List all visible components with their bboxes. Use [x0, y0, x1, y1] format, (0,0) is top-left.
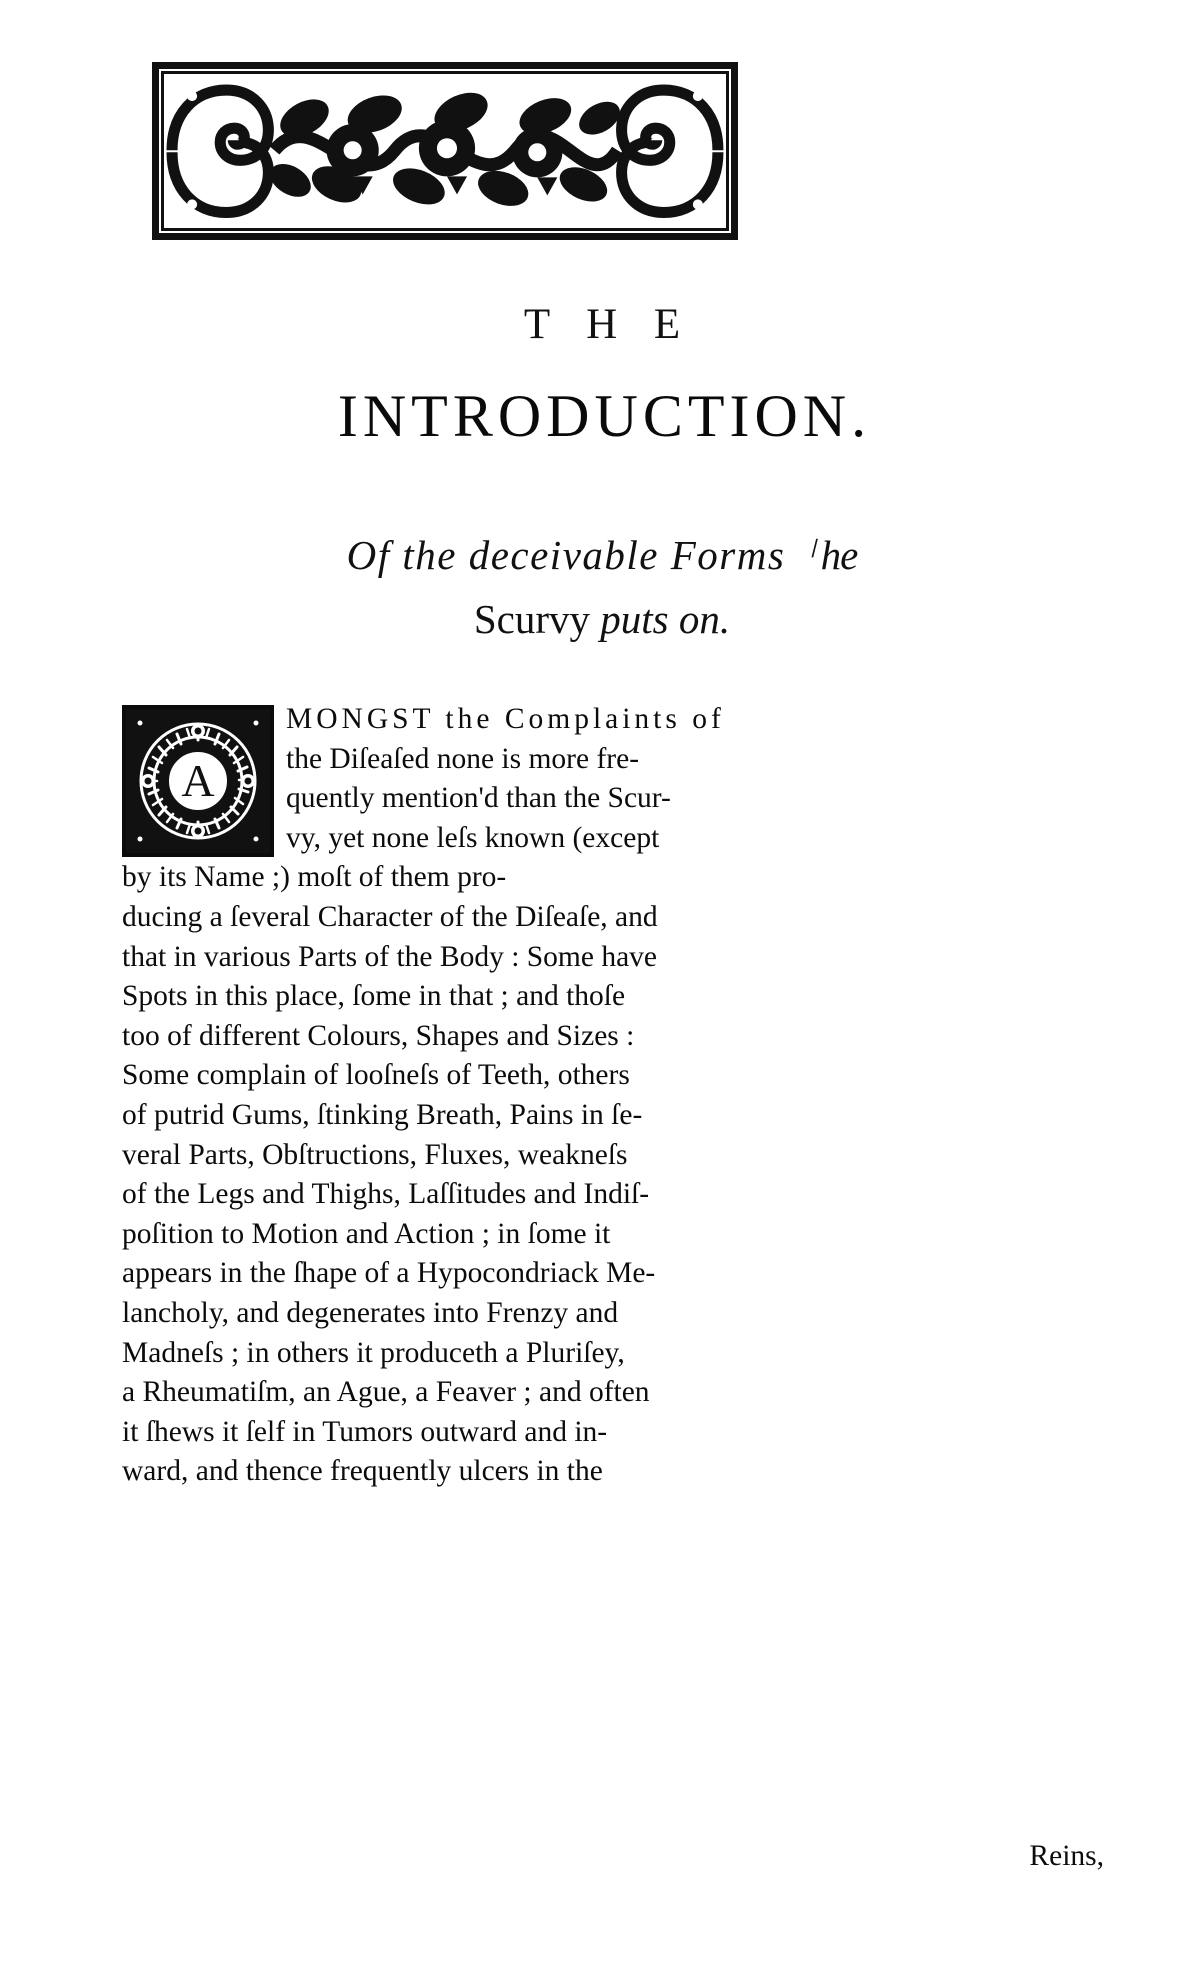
- body-line: ward, and thence frequently ulcers in the: [122, 1455, 603, 1488]
- body-line: appears in the ſhape of a Hypocondriack Me-: [122, 1257, 656, 1290]
- catchword: Reins,: [1029, 1840, 1104, 1872]
- body-line: veral Parts, Obſtructions, Fluxes, weakneſs: [122, 1138, 628, 1171]
- the-line: T H E: [523, 301, 694, 348]
- body-text: [122, 700, 782, 1492]
- body-line: a Rheumatiſm, an Ague, a Feaver ; and often: [122, 1376, 650, 1409]
- body-line: of the Legs and Thighs, Laſſitudes and Indiſ-: [122, 1178, 650, 1211]
- body-line: too of different Colours, Shapes and Sizes :: [122, 1019, 635, 1052]
- body-line: it ſhews it ſelf in Tumors outward and in-: [122, 1415, 608, 1448]
- body-line: Madneſs ; in others it produceth a Pluriſey,: [122, 1336, 625, 1369]
- decorated-initial: [122, 705, 274, 857]
- initial-letter-a: A: [181, 755, 215, 807]
- body-line: by its Name ;) moſt of them pro-: [122, 861, 507, 894]
- subtitle: [0, 524, 1204, 651]
- body-line: of putrid Gums, ſtinking Breath, Pains in ſe-: [122, 1098, 643, 1131]
- body-line: Some complain of looſneſs of Teeth, others: [122, 1059, 630, 1092]
- subtitle-line-2: [0, 588, 1204, 650]
- body-line: Spots in this place, ſome in that ; and thoſe: [122, 980, 626, 1013]
- subtitle-scurvy: Scurvy: [473, 596, 601, 643]
- subtitle-damaged-the: ᛌhe: [797, 532, 858, 578]
- subtitle-puts-on: puts on.: [600, 596, 731, 643]
- subtitle-main: the deceivable Forms: [402, 532, 798, 578]
- body-line: MONGST the Complaints of: [286, 703, 725, 735]
- headpiece-inner-border: [161, 71, 729, 231]
- body-line: the Diſeaſed none is more fre-: [286, 742, 640, 775]
- foliage-ornament-icon: [164, 74, 726, 227]
- body-line: lancholy, and degenerates into Frenzy and: [122, 1296, 619, 1329]
- subtitle-line-1: [0, 524, 1204, 586]
- headpiece-ornament: [152, 62, 738, 240]
- body-line: vy, yet none leſs known (except: [286, 821, 660, 854]
- page-title: INTRODUCTION.: [337, 383, 872, 449]
- body-line: poſition to Motion and Action ; in ſome it: [122, 1217, 611, 1250]
- body-line: that in various Parts of the Body : Some have: [122, 940, 658, 973]
- body-line: quently mention'd than the Scur-: [286, 782, 671, 815]
- subtitle-of: Of: [346, 532, 403, 578]
- body-line: ducing a ſeveral Character of the Diſeaſe, and: [122, 900, 658, 933]
- body-full-lines: [122, 898, 782, 1492]
